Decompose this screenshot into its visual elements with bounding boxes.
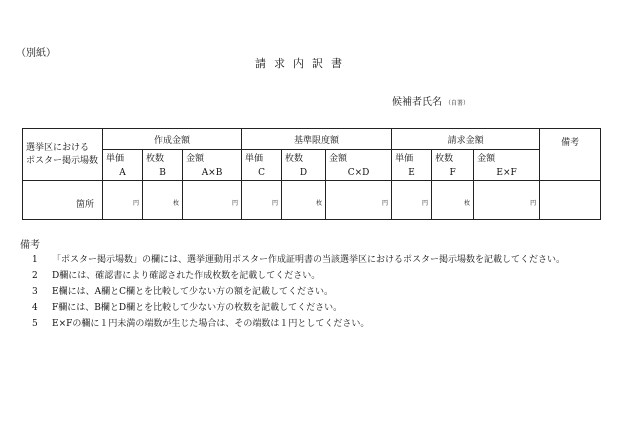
posting-sites-header: 選挙区における ポスター掲示場数 [23,129,103,181]
note-number: 5 [32,319,38,329]
unit-label: 円 [232,199,239,207]
code-d: D [282,165,326,181]
claim-breakdown-table [22,128,601,220]
code-a: A [103,165,143,181]
note-text: 「ポスター掲示場数」の欄には、選挙運動用ポスター作成証明書の当該選挙区におけるポスター掲示場数を記載してください。 [52,255,566,265]
notes-list [32,254,565,334]
subhead-amount-cd: 金額 [326,150,392,166]
subhead-amount-ef: 金額 [474,150,540,166]
unit-label: 枚 [316,199,323,207]
code-cd: C×D [326,165,392,181]
unit-label: 円 [272,199,279,207]
note-number: 2 [32,271,38,281]
list-item [32,270,565,286]
unit-label: 枚 [172,199,179,207]
subhead-count-d: 枚数 [282,150,326,166]
sites-count-cell[interactable] [23,181,103,220]
subhead-unit-price-a: 単価 [103,150,143,166]
unit-label: 枚 [464,199,471,207]
cell-d[interactable] [282,181,326,220]
cell-ab[interactable] [183,181,242,220]
remarks-header: 備考 [540,129,601,181]
list-item [32,254,565,270]
code-ef: E×F [474,165,540,181]
note-text: E欄には、A欄とC欄とを比較して少ない方の額を記載してください。 [52,287,333,297]
cell-e[interactable] [392,181,432,220]
cell-f[interactable] [432,181,474,220]
doc-label: （別紙） [16,48,56,59]
subhead-unit-price-c: 単価 [242,150,282,166]
doc-title: 請求内訳書 [255,57,350,70]
note-text: E×Fの欄に１円未満の端数が生じた場合は、その端数は１円としてください。 [52,319,370,329]
code-c: C [242,165,282,181]
subhead-unit-price-e: 単価 [392,150,432,166]
subhead-count-b: 枚数 [143,150,183,166]
unit-label: 円 [382,199,389,207]
note-number: 4 [32,303,38,313]
note-text: F欄には、B欄とD欄とを比較して少ない方の枚数を記載してください。 [52,303,343,313]
group-header-production: 作成金額 [103,129,242,150]
cell-a[interactable] [103,181,143,220]
unit-label: 円 [132,199,139,207]
group-header-claim: 請求金額 [392,129,540,150]
note-number: 3 [32,287,38,297]
code-e: E [392,165,432,181]
cell-remarks[interactable] [540,181,601,220]
candidate-name-field [392,93,469,108]
subhead-amount-ab: 金額 [183,150,242,166]
candidate-label: 候補者氏名 [392,97,442,108]
cell-b[interactable] [143,181,183,220]
sites-unit-label: 箇所 [75,199,94,210]
cell-ef[interactable] [474,181,540,220]
list-item [32,318,565,334]
cell-c[interactable] [242,181,282,220]
unit-label: 円 [422,199,429,207]
cell-cd[interactable] [326,181,392,220]
list-item [32,286,565,302]
note-number: 1 [32,255,38,265]
note-text: D欄には、確認書により確認された作成枚数を記載してください。 [52,271,321,281]
subhead-count-f: 枚数 [432,150,474,166]
notes-heading: 備考 [20,240,40,251]
candidate-note: （自署） [445,100,470,107]
group-header-limit: 基準限度額 [242,129,392,150]
unit-label: 円 [530,199,537,207]
code-b: B [143,165,183,181]
code-ab: A×B [183,165,242,181]
list-item [32,302,565,318]
table-row [23,181,601,220]
code-f: F [432,165,474,181]
